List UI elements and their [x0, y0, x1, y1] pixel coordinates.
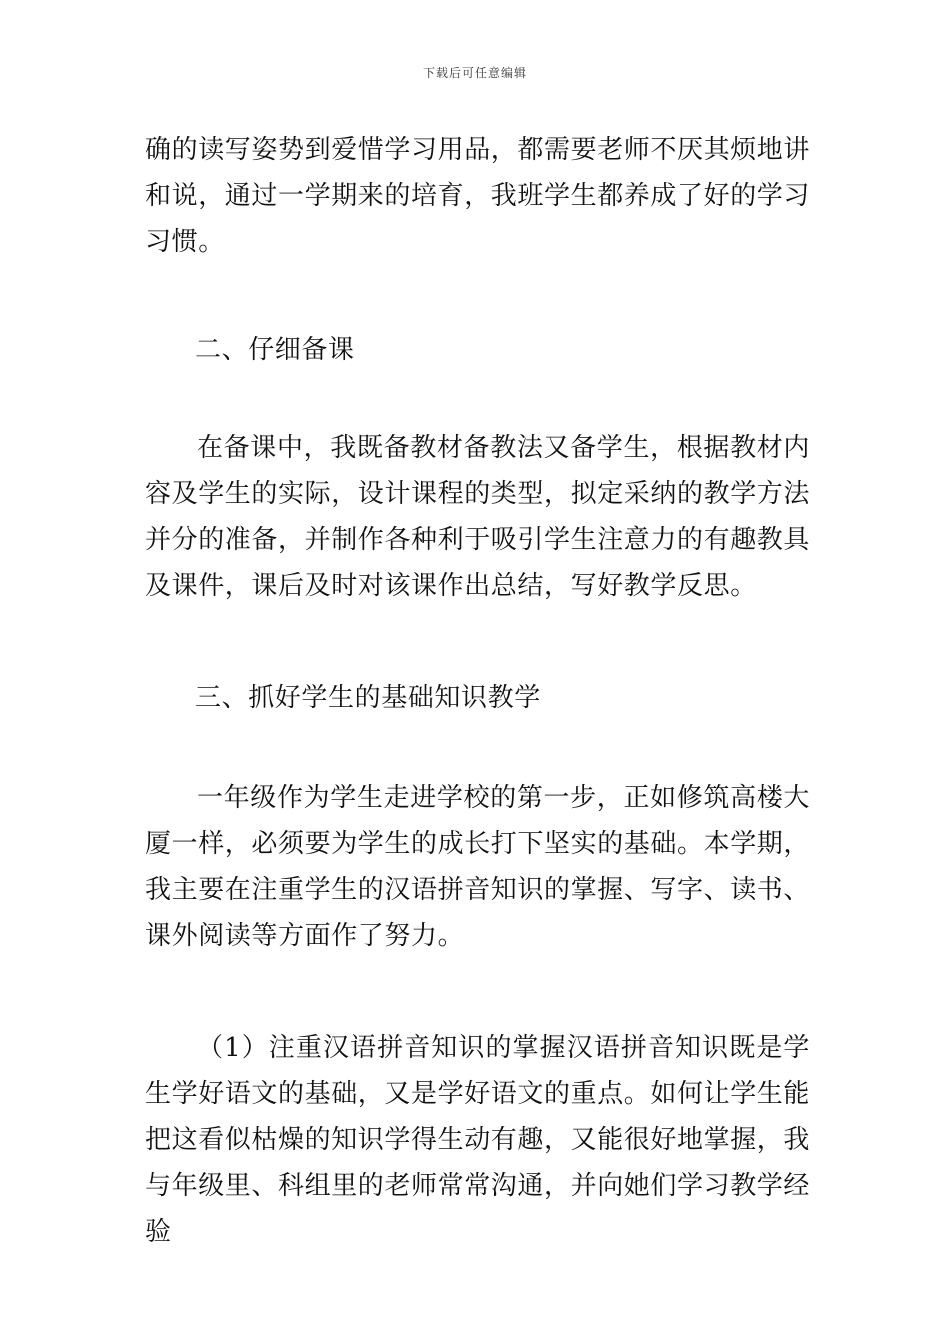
paragraph-study-habits: 确的读写姿势到爱惜学习用品，都需要老师不厌其烦地讲和说，通过一学期来的培育，我班学生都养成了好的学习习惯。 [145, 135, 811, 257]
section-heading-prepare-lessons: 二、仔细备课 [195, 335, 355, 365]
section-heading-basic-knowledge: 三、抓好学生的基础知识教学 [195, 683, 541, 713]
paragraph-pinyin-knowledge: （1）注重汉语拼音知识的掌握汉语拼音知识既是学生学好语文的基础，又是学好语文的重点。如何让学生能把这看似枯燥的知识学得生动有趣，又能很好地掌握，我与年级里、科组里的老师常常沟通，并向她们学习教学经验 [145, 1033, 811, 1247]
header-note: 下载后可任意编辑 [422, 66, 527, 80]
paragraph-grade-one-foundation: 一年级作为学生走进学校的第一步，正如修筑高楼大厦一样，必须要为学生的成长打下坚实的基础。本学期，我主要在注重学生的汉语拼音知识的掌握、写字、读书、课外阅读等方面作了努力。 [145, 783, 811, 951]
paragraph-lesson-preparation: 在备课中，我既备教材备教法又备学生，根据教材内容及学生的实际，设计课程的类型，拟定采纳的教学方法并分的准备，并制作各种利于吸引学生注意力的有趣教具及课件，课后及时对该课作出总结，写好教学反思。 [145, 433, 811, 601]
